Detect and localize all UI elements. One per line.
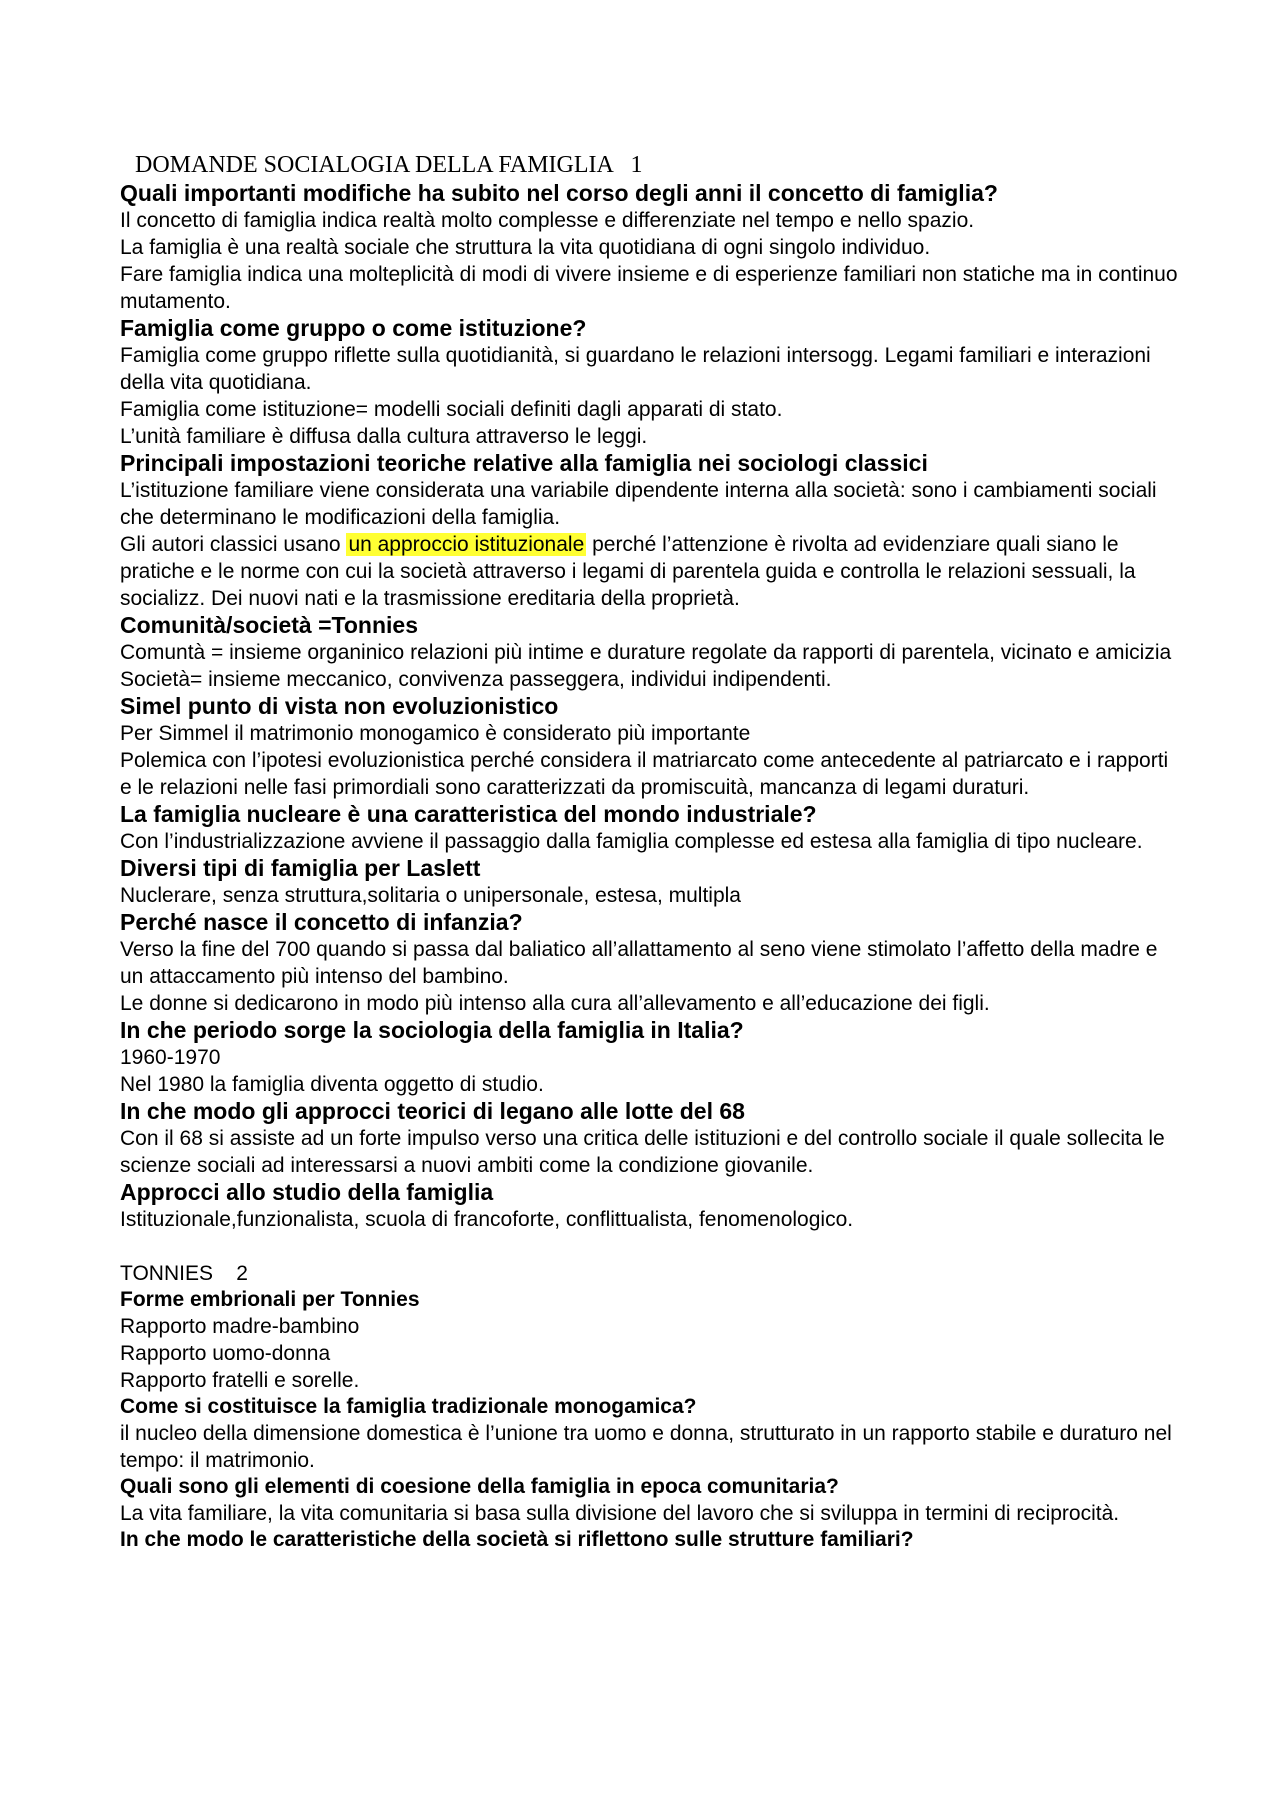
- answer-paragraph: Polemica con l’ipotesi evoluzionistica perché considera il matriarcato come antecedente al patriarcato e i rapporti e le relazioni nelle fasi primordiali sono caratterizzati da promiscuità, mancanza di legami duraturi.: [120, 749, 1169, 799]
- answer-paragraph: Rapporto madre-bambino: [120, 1315, 360, 1338]
- qa-section: [120, 1474, 1180, 1527]
- answer-paragraph: L’unità familiare è diffusa dalla cultura attraverso le leggi.: [120, 425, 648, 448]
- answer-paragraph-highlighted: [120, 531, 1180, 612]
- answer-paragraph: Rapporto uomo-donna: [120, 1342, 331, 1365]
- text-after-highlight: perché l’attenzione è rivolta ad evidenziare quali siano le pratiche e le norme con cui la società attraverso i legami di parentela guida e controlla le relazioni sessuali, la socializz. Dei nuovi nati e la trasmissione ereditaria della proprietà.: [120, 533, 1136, 610]
- answer-paragraph: Verso la fine del 700 quando si passa dal baliatico all’allattamento al seno viene stimolato l’affetto della madre e un attaccamento più intenso del bambino.: [120, 938, 1158, 988]
- qa-section: [120, 450, 1180, 612]
- question: Diversi tipi di famiglia per Laslett: [120, 855, 481, 881]
- answer-paragraph: Il concetto di famiglia indica realtà molto complesse e differenziate nel tempo e nello spazio.: [120, 209, 975, 232]
- qa-section: [120, 855, 1180, 909]
- qa-section: [120, 909, 1180, 1017]
- question: Famiglia come gruppo o come istituzione?: [120, 315, 587, 341]
- qa-section: [120, 1179, 1180, 1233]
- question: Approcci allo studio della famiglia: [120, 1179, 494, 1205]
- answer-paragraph: Con l’industrializzazione avviene il passaggio dalla famiglia complesse ed estesa alla famiglia di tipo nucleare.: [120, 830, 1143, 853]
- answer-paragraph: Le donne si dedicarono in modo più intenso alla cura all’allevamento e all’educazione dei figli.: [120, 992, 990, 1015]
- question: Comunità/società =Tonnies: [120, 612, 418, 638]
- qa-section: [120, 1527, 1180, 1553]
- spacer: [120, 1233, 1180, 1260]
- document-page: [120, 150, 1180, 1553]
- answer-paragraph: Rapporto fratelli e sorelle.: [120, 1369, 360, 1392]
- answer-paragraph: Famiglia come istituzione= modelli sociali definiti dagli apparati di stato.: [120, 398, 783, 421]
- answer-paragraph: Nel 1980 la famiglia diventa oggetto di studio.: [120, 1073, 544, 1096]
- answer-paragraph: Società= insieme meccanico, convivenza passeggera, individui indipendenti.: [120, 668, 832, 691]
- question: Simel punto di vista non evoluzionistico: [120, 693, 559, 719]
- qa-section: [120, 180, 1180, 315]
- answer-paragraph: Istituzionale,funzionalista, scuola di francoforte, conflittualista, fenomenologico.: [120, 1208, 854, 1231]
- qa-section: [120, 801, 1180, 855]
- question: In che modo le caratteristiche della società si riflettono sulle strutture familiari?: [120, 1528, 914, 1551]
- text-before-highlight: Gli autori classici usano: [120, 533, 347, 556]
- question: Quali importanti modifiche ha subito nel corso degli anni il concetto di famiglia?: [120, 180, 998, 206]
- qa-section: [120, 1287, 1180, 1394]
- question: Come si costituisce la famiglia tradizionale monogamica?: [120, 1395, 697, 1418]
- qa-section: [120, 1017, 1180, 1098]
- question: Forme embrionali per Tonnies: [120, 1288, 420, 1311]
- answer-paragraph: Famiglia come gruppo riflette sulla quotidianità, si guardano le relazioni intersogg. Legami familiari e interazioni della vita quotidiana.: [120, 344, 1151, 394]
- qa-section: [120, 315, 1180, 450]
- question: Principali impostazioni teoriche relative alla famiglia nei sociologi classici: [120, 450, 928, 476]
- qa-section: [120, 1098, 1180, 1179]
- question: In che periodo sorge la sociologia della famiglia in Italia?: [120, 1017, 744, 1043]
- question: Perché nasce il concetto di infanzia?: [120, 909, 523, 935]
- answer-paragraph: Nuclerare, senza struttura,solitaria o unipersonale, estesa, multipla: [120, 884, 741, 907]
- answer-paragraph: Fare famiglia indica una molteplicità di modi di vivere insieme e di esperienze familiari non statiche ma in continuo mutamento.: [120, 263, 1178, 313]
- answer-paragraph: 1960-1970: [120, 1046, 221, 1069]
- answer-paragraph: Per Simmel il matrimonio monogamico è considerato più importante: [120, 722, 751, 745]
- qa-section: [120, 612, 1180, 693]
- answer-paragraph: La vita familiare, la vita comunitaria si basa sulla divisione del lavoro che si sviluppa in termini di reciprocità.: [120, 1502, 1120, 1525]
- qa-section: [120, 1394, 1180, 1474]
- qa-section: [120, 693, 1180, 801]
- section-heading: TONNIES 2: [120, 1262, 248, 1285]
- question: Quali sono gli elementi di coesione della famiglia in epoca comunitaria?: [120, 1475, 839, 1498]
- answer-paragraph: L’istituzione familiare viene considerata una variabile dipendente interna alla società: sono i cambiamenti sociali che determinano le modificazioni della famiglia.: [120, 479, 1157, 529]
- answer-paragraph: Con il 68 si assiste ad un forte impulso verso una critica delle istituzioni e del controllo sociale il quale sollecita le scienze sociali ad interessarsi a nuovi ambiti come la condizione giovanile.: [120, 1127, 1165, 1177]
- question: La famiglia nucleare è una caratteristica del mondo industriale?: [120, 801, 817, 827]
- question: In che modo gli approcci teorici di legano alle lotte del 68: [120, 1098, 745, 1124]
- highlighted-text: un approccio istituzionale: [348, 533, 585, 556]
- document-title: DOMANDE SOCIALOGIA DELLA FAMIGLIA 1: [135, 152, 643, 178]
- answer-paragraph: Comuntà = insieme organinico relazioni più intime e durature regolate da rapporti di parentela, vicinato e amicizia: [120, 641, 1172, 664]
- answer-paragraph: il nucleo della dimensione domestica è l’unione tra uomo e donna, strutturato in un rapporto stabile e duraturo nel tempo: il matrimonio.: [120, 1422, 1172, 1472]
- answer-paragraph: La famiglia è una realtà sociale che struttura la vita quotidiana di ogni singolo individuo.: [120, 236, 931, 259]
